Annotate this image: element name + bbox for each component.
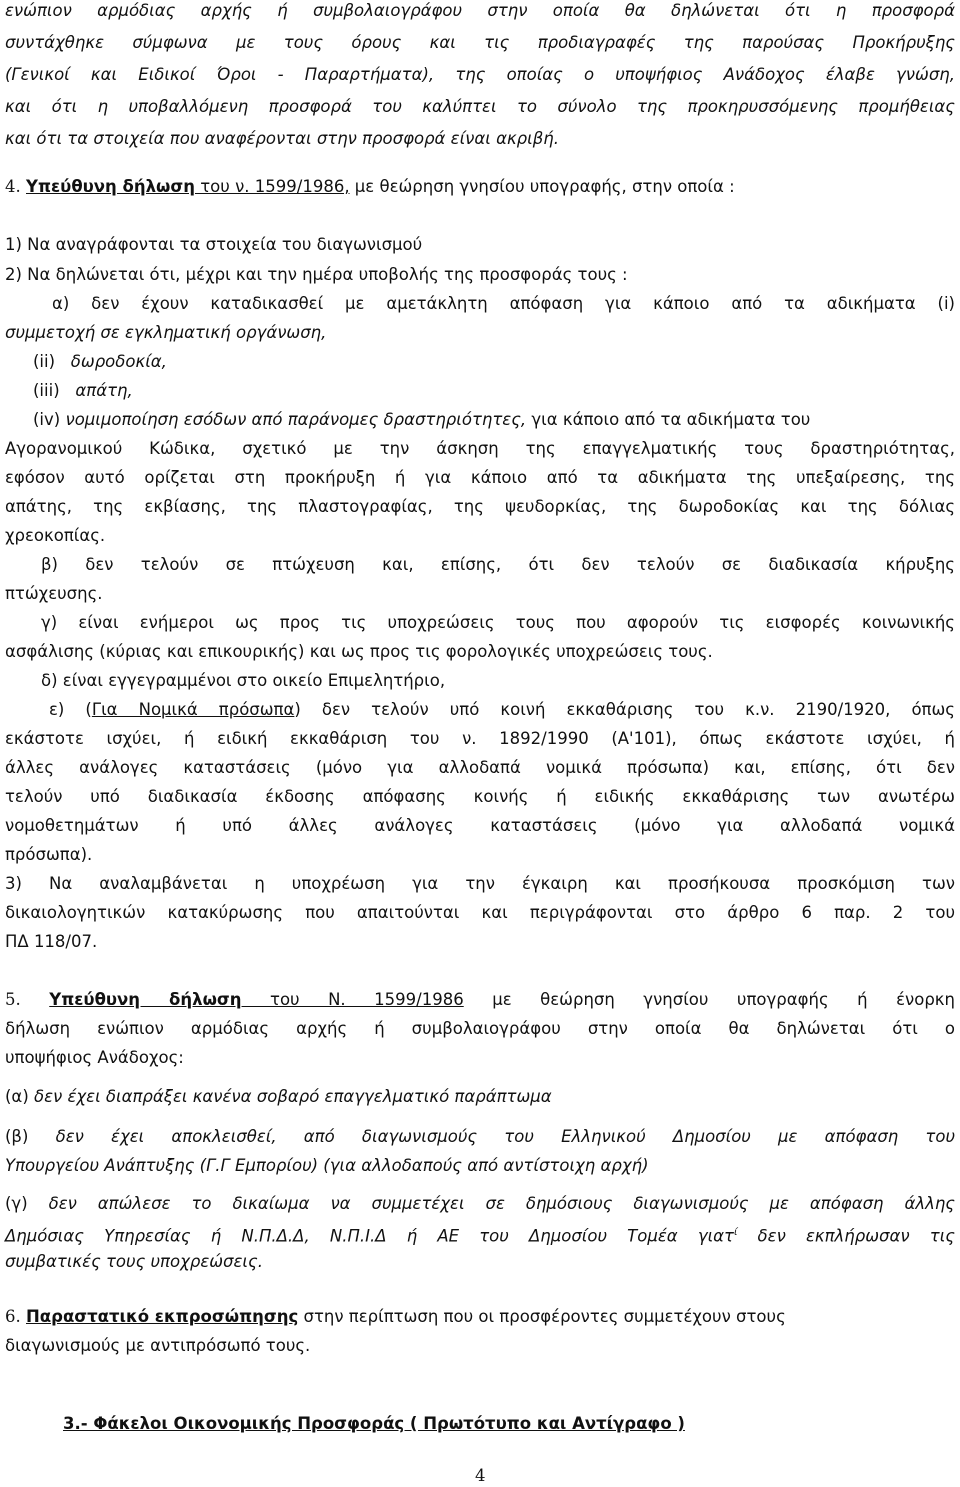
- section-6-line-2: διαγωνισμούς με αντιπρόσωπό τους.: [5, 1336, 311, 1355]
- condition-e-legal-entities: Για Νομικά πρόσωπα: [91, 700, 295, 719]
- condition-e-line-1: [49, 699, 955, 721]
- condition-b-line-1: β) δεν τελούν σε πτώχευση και, επίσης, ότι δεν τελούν σε διαδικασία κήρυξης: [41, 555, 955, 574]
- section-5-item-g-line-3: συμβατικές τους υποχρεώσεις.: [5, 1252, 263, 1271]
- section-5-item-a-label: (α): [5, 1087, 34, 1106]
- section-4-title-tail: με θεώρηση γνησίου υπογραφής, στην οποία :: [349, 177, 735, 196]
- section-4-title-bold: Υπεύθυνη δήλωση: [26, 177, 195, 196]
- intro-line-5: και ότι τα στοιχεία που αναφέρονται στην προσφορά είναι ακριβή.: [5, 129, 559, 148]
- section-5-number: 5.: [5, 990, 21, 1009]
- condition-iv-tail: για κάποιο από τα αδικήματα του: [526, 410, 811, 429]
- condition-iv-label: (iv): [33, 410, 61, 429]
- condition-ii: [33, 351, 167, 373]
- condition-iii: [33, 380, 133, 402]
- section-5-title-bold: Υπεύθυνη δήλωση: [49, 990, 242, 1009]
- section-5-item-g-footnote: ί: [733, 1227, 738, 1238]
- section-4-heading: [5, 176, 735, 198]
- condition-c-line-1: Αγορανομικού Κώδικα, σχετικό με την άσκηση της επαγγελματικής τους δραστηριότητας,: [5, 439, 955, 458]
- condition-e-line-5: νομοθετημάτων ή υπό άλλες ανάλογες καταστάσεις (μόνο για αλλοδαπά νομικά: [5, 816, 955, 835]
- condition-d-line-1: δ) είναι εγγεγραμμένοι στο οικείο Επιμελητήριο,: [41, 671, 446, 690]
- condition-g-line-2: ασφάλισης (κύριας και επικουρικής) και ως προς τις φορολογικές υποχρεώσεις τους.: [5, 642, 713, 661]
- section-5-heading: [5, 989, 955, 1011]
- condition-e-prefix: ε) (: [49, 700, 92, 719]
- condition-iv: [33, 409, 810, 431]
- section-5-item-b-text-1: δεν έχει αποκλεισθεί, από διαγωνισμούς του Ελληνικού Δημοσίου με απόφαση του: [55, 1127, 956, 1146]
- intro-line-1: ενώπιον αρμόδιας αρχής ή συμβολαιογράφου στην οποία θα δηλώνεται ότι η προσφορά: [5, 1, 955, 20]
- condition-g-line-1: γ) είναι ενήμεροι ως προς τις υποχρεώσεις τους που αφορούν τις εισφορές κοινωνικής: [41, 613, 955, 632]
- section-6-number: 6.: [5, 1307, 21, 1326]
- intro-line-2: συντάχθηκε σύμφωνα με τους όρους και τις προδιαγραφές της παρούσας Προκήρυξης: [5, 33, 955, 52]
- section-5-item-g-line-2: [5, 1222, 955, 1248]
- section-6-title-tail: στην περίπτωση που οι προσφέροντες συμμετέχουν στους: [298, 1307, 786, 1326]
- section-4-item-3-line-1: 3) Να αναλαμβάνεται η υποχρέωση για την έγκαιρη και προσήκουσα προσκόμιση των: [5, 874, 955, 893]
- section-5-line-2: δήλωση ενώπιον αρμόδιας αρχής ή συμβολαιογράφου στην οποία θα δηλώνεται ότι ο: [5, 1019, 955, 1038]
- section-4-item-3-line-2: δικαιολογητικών κατακύρωσης που απαιτούνται και περιγράφονται στο άρθρο 6 παρ. 2 του: [5, 903, 955, 922]
- section-6-title: Παραστατικό εκπροσώπησης: [26, 1307, 299, 1326]
- intro-line-4: και ότι η υποβαλλόμενη προσφορά του καλύπτει το σύνολο της προκηρυσσόμενης προμήθειας: [5, 97, 955, 116]
- section-4-item-2: 2) Να δηλώνεται ότι, μέχρι και την ημέρα υποβολής της προσφοράς τους :: [5, 265, 628, 284]
- section-3-heading: 3.- Φάκελοι Οικονομικής Προσφοράς ( Πρωτότυπο και Αντίγραφο ): [63, 1414, 685, 1433]
- condition-e-line-2: εκάστοτε ισχύει, ή ειδική εκκαθάριση του ν. 1892/1990 (Α'101), όπως εκάστοτε ισχύει, ή: [5, 729, 955, 748]
- condition-e-line-6: πρόσωπα).: [5, 845, 93, 864]
- section-4-number: 4.: [5, 177, 21, 196]
- section-5-item-g-text-2-tail: δεν εκπλήρωσαν τις: [737, 1226, 955, 1246]
- condition-e-line-4: τελούν υπό διαδικασία έκδοσης απόφασης κοινής ή ειδικής εκκαθάρισης των ανωτέρω: [5, 787, 955, 806]
- condition-iv-text: νομιμοποίηση εσόδων από παράνομες δραστηριότητες,: [65, 410, 527, 429]
- section-5-item-b-line-1: [5, 1126, 955, 1148]
- section-6-heading: [5, 1306, 786, 1328]
- section-5-item-g-text-1: δεν απώλεσε το δικαίωμα να συμμετέχει σε δημόσιους διαγωνισμούς με απόφαση άλλης: [48, 1194, 955, 1213]
- condition-ii-label: (ii): [33, 352, 56, 371]
- section-5-item-g-label: (γ): [5, 1194, 49, 1213]
- condition-e-line-3: άλλες ανάλογες καταστάσεις (μόνο για αλλοδαπά νομικά πρόσωπα) και, επίσης, ότι δεν: [5, 758, 955, 777]
- section-4-title: [26, 177, 350, 196]
- section-5-item-b-label: (β): [5, 1127, 56, 1146]
- condition-a-line-1: α) δεν έχουν καταδικασθεί με αμετάκλητη απόφαση για κάποιο από τα αδικήματα (i): [52, 294, 955, 313]
- section-5-title-tail: με θεώρηση γνησίου υπογραφής ή ένορκη: [463, 990, 955, 1009]
- condition-e-rest: ) δεν τελούν υπό κοινή εκκαθάρισης του κ.ν. 2190/1920, όπως: [294, 700, 955, 719]
- section-5-item-a: [5, 1086, 552, 1108]
- condition-a-line-2: συμμετοχή σε εγκληματική οργάνωση,: [5, 323, 327, 342]
- section-5-item-a-text: δεν έχει διαπράξει κανένα σοβαρό επαγγελματικό παράπτωμα: [34, 1087, 552, 1106]
- intro-line-3: (Γενικοί και Ειδικοί Όροι - Παραρτήματα), της οποίας ο υποψήφιος Ανάδοχος έλαβε γνώση,: [5, 65, 955, 84]
- section-4-item-1: 1) Να αναγράφονται τα στοιχεία του διαγωνισμού: [5, 235, 423, 254]
- section-5-title: [49, 990, 463, 1009]
- condition-ii-text: δωροδοκία,: [70, 352, 167, 371]
- condition-c-line-2: εφόσον αυτό ορίζεται στη προκήρυξη ή για κάποιο από τα αδικήματα της υπεξαίρεσης, της: [5, 468, 955, 487]
- condition-c-line-4: χρεοκοπίας.: [5, 526, 106, 545]
- condition-c-line-3: απάτης, της εκβίασης, της πλαστογραφίας, της ψευδορκίας, της δωροδοκίας και της δόλιας: [5, 497, 955, 516]
- section-5-item-g-line-1: [5, 1193, 955, 1215]
- section-5-item-b-line-2: Υπουργείου Ανάπτυξης (Γ.Γ Εμπορίου) (για αλλοδαπούς από αντίστοιχη αρχή): [5, 1156, 649, 1175]
- condition-b-line-2: πτώχευσης.: [5, 584, 103, 603]
- section-5-item-g-text-2: Δημόσιας Υπηρεσίας ή Ν.Π.Δ.Δ, Ν.Π.Ι.Δ ή ΑΕ του Δημοσίου Τομέα γιατ: [5, 1226, 734, 1246]
- section-4-item-3-line-3: ΠΔ 118/07.: [5, 932, 98, 951]
- condition-iii-label: (iii): [33, 381, 60, 400]
- section-5-line-3: υποψήφιος Ανάδοχος:: [5, 1048, 184, 1067]
- section-5-title-law: του Ν. 1599/1986: [241, 990, 464, 1009]
- condition-iii-text: απάτη,: [75, 381, 133, 400]
- page-number: 4: [475, 1466, 486, 1485]
- section-4-title-law: του ν. 1599/1986,: [195, 177, 350, 196]
